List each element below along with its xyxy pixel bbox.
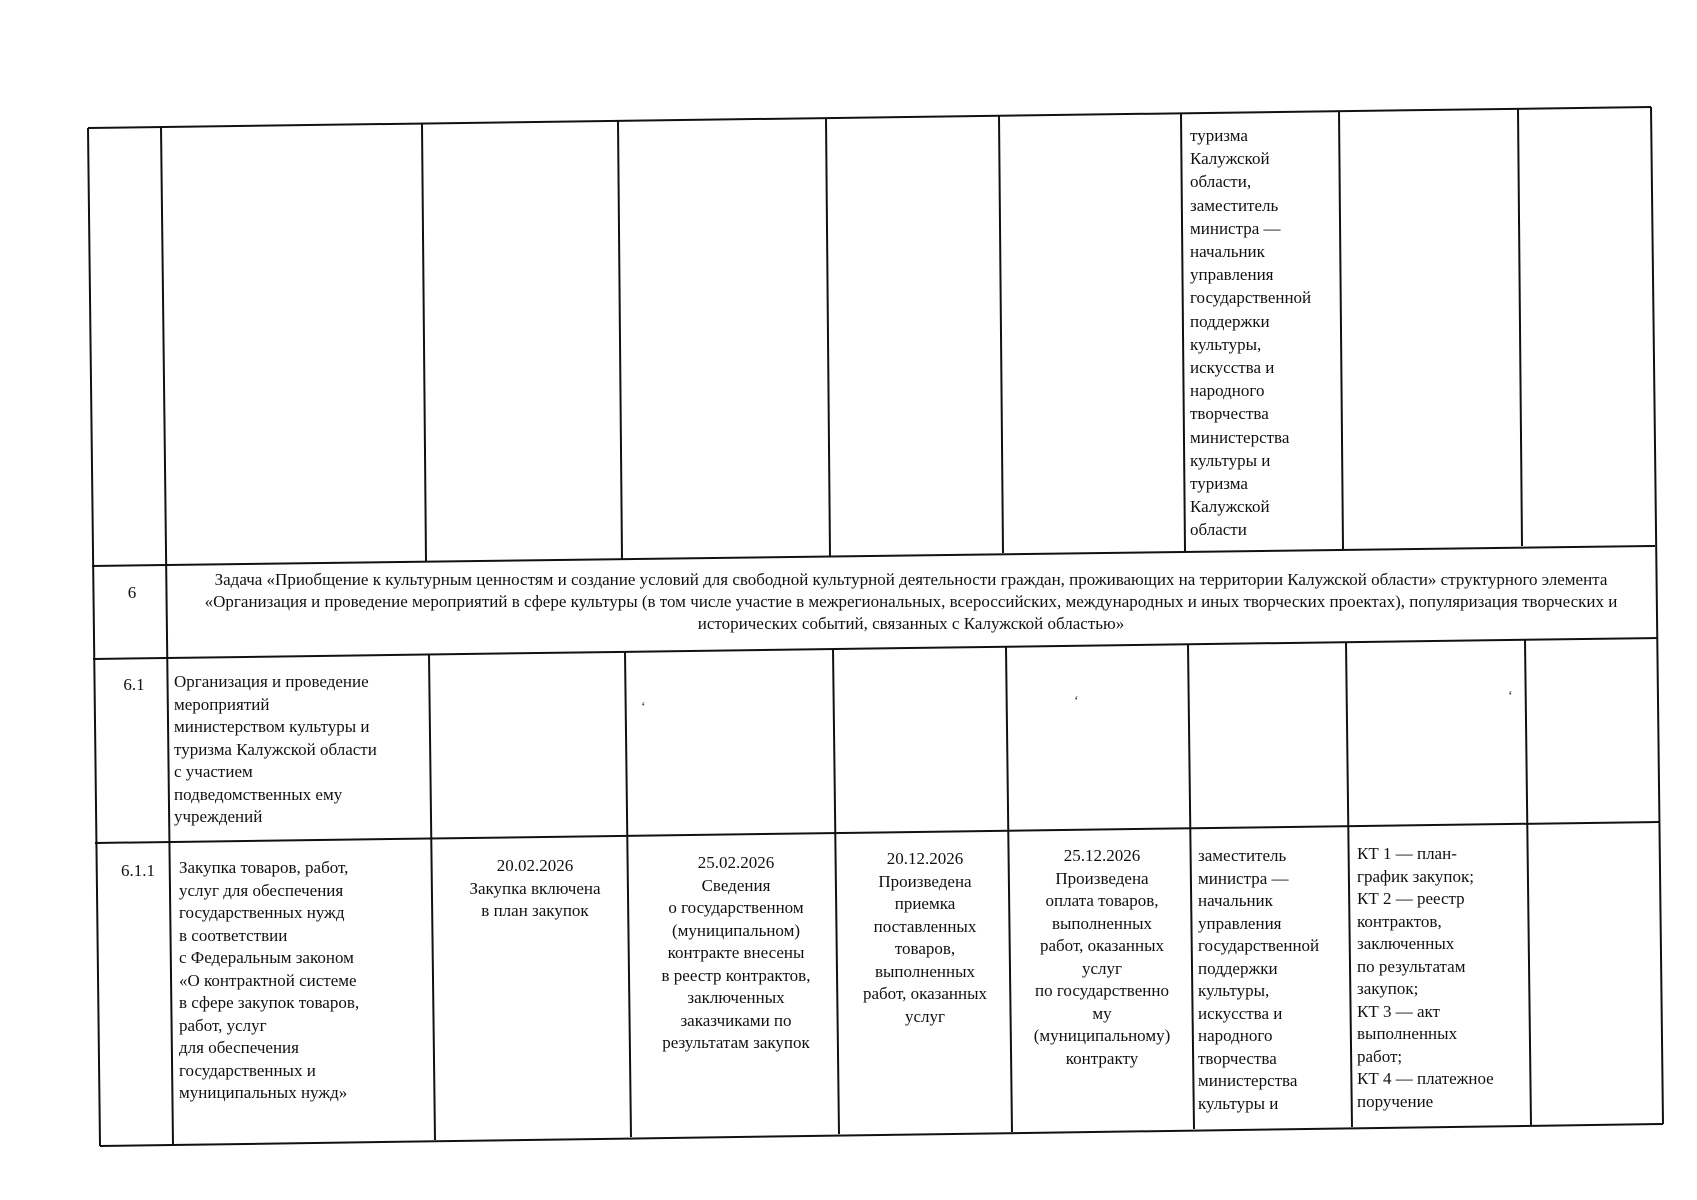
grid-line	[92, 546, 1655, 566]
responsible-person: заместитель министра — начальник управления государственной поддержки культуры, искусства и народного творчества министерства культуры и	[1198, 846, 1320, 1113]
scan-mark: ‘	[641, 700, 646, 715]
grid-line	[1651, 107, 1663, 1124]
documents: КТ 1 — план- график закупок; КТ 2 — реестр контрактов, заключенных по результатам закупок; КТ 3 — акт выполненных работ; КТ 4 — платежное поручение	[1357, 844, 1494, 1111]
grid-line	[88, 128, 100, 1146]
grid-line	[618, 121, 622, 559]
grid-line	[88, 107, 1651, 128]
grid-line	[422, 124, 426, 562]
task-number: 6	[127, 583, 137, 602]
grid-line	[826, 118, 830, 556]
task-description: Задача «Приобщение к культурным ценностям и создание условий для свободной культурной деятельности граждан, проживающих на территории Калужской области» структурного элемента «Организация и проведение мероприятий в сфере культуры (в том числе участие в межрегиональных, всероссийских, международных и иных творческих проектах), популяризация творческих и исторических событий, связанных с Калужской областью»	[204, 570, 1618, 633]
scan-mark: ‘	[1074, 694, 1079, 709]
grid-line	[999, 116, 1003, 553]
responsible-cell-continued: туризма Калужской области, заместитель министра — начальник управления государственной поддержки культуры, искусства и народного творчества министерства культуры и туризма Калужской области	[1190, 126, 1312, 540]
item-number: 6.1	[123, 675, 145, 694]
subitem-name: Закупка товаров, работ, услуг для обеспечения государственных нужд в соответствии с Федеральным законом «О контрактной системе в сфере закупок товаров, работ, услуг для обеспечения государственных и муниципальных нужд»	[179, 858, 360, 1102]
item-name: Организация и проведение мероприятий министерством культуры и туризма Калужской области с участием подведомственных ему учреждений	[174, 672, 377, 826]
grid-line	[161, 127, 173, 1145]
grid-line	[1518, 109, 1522, 546]
checkpoint-4: 25.12.2026 Произведена оплата товаров, выполненных работ, оказанных услуг по государственно му (муниципальному) контракту	[1033, 846, 1171, 1068]
scan-mark: ‘	[1508, 689, 1513, 704]
checkpoint-3: 20.12.2026 Произведена приемка поставленных товаров, выполненных работ, оказанных услуг	[862, 849, 988, 1026]
grid-line	[100, 1124, 1663, 1146]
grid-line	[1181, 113, 1185, 551]
grid-line	[93, 638, 1657, 659]
subitem-number: 6.1.1	[121, 861, 155, 880]
checkpoint-2: 25.02.2026 Сведения о государственном (муниципальном) контракте внесены в реестр контрактов, заключенных заказчиками по результатам закупок	[661, 853, 811, 1052]
checkpoint-1: 20.02.2026 Закупка включена в план закупок	[469, 856, 601, 920]
